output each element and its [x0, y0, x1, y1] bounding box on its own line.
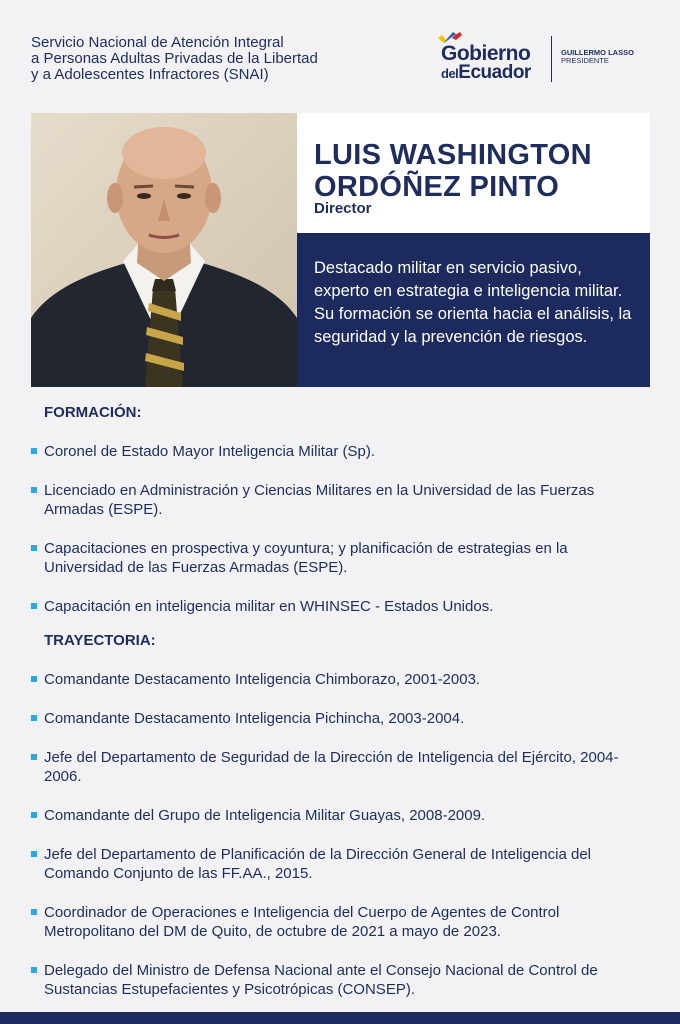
- square-bullet-icon: [31, 812, 37, 818]
- square-bullet-icon: [31, 715, 37, 721]
- list-item: [31, 670, 646, 689]
- list-item: [31, 903, 646, 941]
- portrait-illustration: [31, 113, 297, 387]
- list-item-text: Capacitación en inteligencia militar en WHINSEC - Estados Unidos.: [44, 598, 494, 615]
- square-bullet-icon: [31, 487, 37, 493]
- president-name: GUILLERMO LASSO: [561, 48, 634, 57]
- footer-bar: [0, 1012, 680, 1024]
- list-item: [31, 845, 646, 883]
- list-item-text: Jefe del Departamento de Seguridad de la Dirección de Inteligencia del Ejército, 2004-2006.: [44, 749, 619, 785]
- list-item-text: Coordinador de Operaciones e Inteligencia del Cuerpo de Agentes de Control Metropolitano del DM de Quito, de octubre de 2021 a mayo de 2023.: [44, 904, 560, 940]
- list-item-text: Comandante Destacamento Inteligencia Chimborazo, 2001-2003.: [44, 671, 481, 688]
- list-item: [31, 748, 646, 786]
- list-item-text: Licenciado en Administración y Ciencias Militares en la Universidad de las Fuerzas Armadas (ESPE).: [44, 482, 595, 518]
- person-name-line-1: LUIS WASHINGTON: [314, 139, 592, 171]
- list-item-text: Comandante del Grupo de Inteligencia Militar Guayas, 2008-2009.: [44, 807, 486, 824]
- square-bullet-icon: [31, 448, 37, 454]
- portrait-photo: [31, 113, 297, 387]
- logo-ecuador-text: [441, 63, 531, 84]
- list-item: [31, 481, 646, 519]
- list-item-text: Capacitaciones en prospectiva y coyuntura; y planificación de estrategias en la Universidad de las Fuerzas Armadas (ESPE).: [44, 540, 568, 576]
- square-bullet-icon: [31, 603, 37, 609]
- person-role: Director: [314, 200, 372, 217]
- list-item: [31, 709, 646, 728]
- president-title: PRESIDENTE: [561, 56, 609, 65]
- formacion-list: [31, 442, 646, 616]
- list-item: [31, 597, 646, 616]
- square-bullet-icon: [31, 851, 37, 857]
- square-bullet-icon: [31, 676, 37, 682]
- org-line-3: y a Adolescentes Infractores (SNAI): [31, 66, 269, 83]
- trayectoria-list: [31, 670, 646, 999]
- person-name: [314, 139, 592, 203]
- logo-gobierno-text: Gobierno: [441, 42, 531, 65]
- list-item: [31, 961, 646, 999]
- name-card: [297, 113, 650, 233]
- trayectoria-title: TRAYECTORIA:: [44, 632, 156, 649]
- list-item: [31, 442, 646, 461]
- square-bullet-icon: [31, 967, 37, 973]
- list-item-text: Comandante Destacamento Inteligencia Pichincha, 2003-2004.: [44, 710, 465, 727]
- list-item-text: Jefe del Departamento de Planificación de la Dirección General de Inteligencia del Comando Conjunto de las FF.AA., 2015.: [44, 846, 591, 882]
- logo-ecuador-word: Ecuador: [458, 62, 531, 83]
- logo-separator: [551, 36, 552, 82]
- logo-del-text: del: [441, 66, 459, 81]
- formacion-title: FORMACIÓN:: [44, 404, 142, 421]
- organization-name: [31, 35, 391, 83]
- list-item-text: Delegado del Ministro de Defensa Nacional ante el Consejo Nacional de Control de Sustancias Estupefacientes y Psicotrópicas (CONSEP).: [44, 962, 598, 998]
- bio-text: Destacado militar en servicio pasivo, experto en estrategia e inteligencia militar. Su formación se orienta hacia el análisis, la seguridad y la prevención de riesgos.: [314, 259, 632, 346]
- bio-card: [297, 233, 650, 387]
- list-item: [31, 539, 646, 577]
- org-line-2: a Personas Adultas Privadas de la Libertad: [31, 50, 318, 67]
- list-item-text: Coronel de Estado Mayor Inteligencia Militar (Sp).: [44, 443, 375, 460]
- person-name-line-2: ORDÓÑEZ PINTO: [314, 171, 560, 203]
- gobierno-ecuador-logo: [434, 30, 654, 85]
- square-bullet-icon: [31, 545, 37, 551]
- list-item: [31, 806, 646, 825]
- square-bullet-icon: [31, 754, 37, 760]
- org-line-1: Servicio Nacional de Atención Integral: [31, 34, 284, 51]
- square-bullet-icon: [31, 909, 37, 915]
